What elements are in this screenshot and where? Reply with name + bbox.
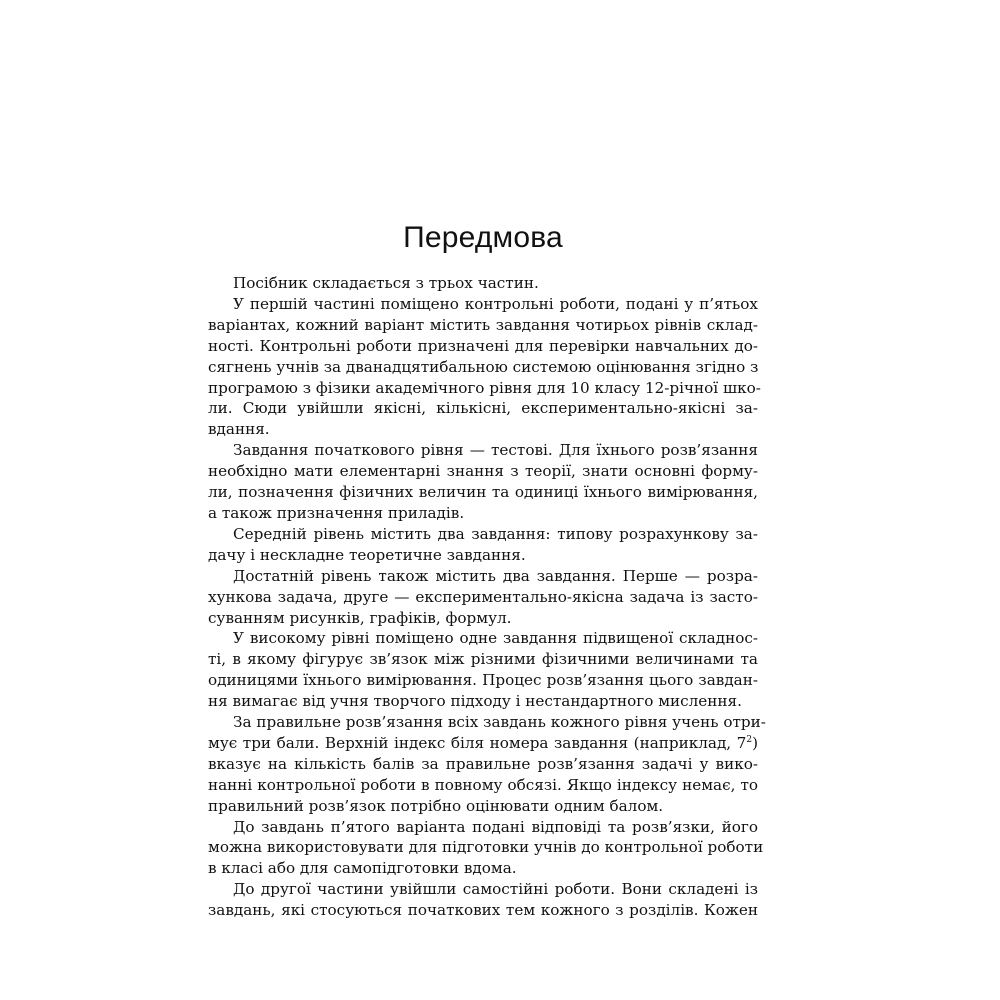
text-line: програмою з фізики академічного рівня для 10 класу 12-річної шко- <box>208 378 761 397</box>
paragraph <box>208 440 758 524</box>
text-line: У першій частині поміщено контрольні роботи, подані у п’ятьох <box>233 294 758 313</box>
paragraph <box>208 566 758 629</box>
text-line: необхідно мати елементарні знання з теорії, знати основні форму- <box>208 462 758 481</box>
text-line: За правильне розв’язання всіх завдань кожного рівня учень отри- <box>233 713 766 732</box>
paragraph <box>208 817 764 880</box>
text-line: одиницями їхнього вимірювання. Процес розв’язання цього завдан- <box>208 671 758 690</box>
paragraph <box>208 294 761 440</box>
paragraph <box>208 879 758 921</box>
text-line: Середній рівень містить два завдання: типову розрахункову за- <box>233 524 758 543</box>
body-text <box>208 273 766 921</box>
text-line: Достатній рівень також містить два завдання. Перше — розра- <box>233 566 758 585</box>
text-line: У високому рівні поміщено одне завдання підвищеної складнос- <box>233 629 758 648</box>
text-line: в класі або для самопідготовки вдома. <box>208 859 517 878</box>
text-line: ті, в якому фігурує зв’язок між різними фізичними величинами та <box>208 650 758 669</box>
text-line: ня вимагає від учня творчого підходу і нестандартного мислення. <box>208 692 742 711</box>
text-line: ності. Контрольні роботи призначені для перевірки навчальних до- <box>208 336 758 355</box>
paragraph <box>208 712 766 817</box>
text-line: дачу і нескладне теоретичне завдання. <box>208 545 526 564</box>
text-line: можна використовувати для підготовки учнів до контрольної роботи <box>208 838 764 857</box>
paragraph <box>208 273 758 294</box>
text-line: нанні контрольної роботи в повному обсязі. Якщо індексу немає, то <box>208 775 758 794</box>
text-fragment: мує три бали. Верхній індекс біля номера завдання (наприклад, 7 <box>208 733 747 752</box>
text-line: вдання. <box>208 420 270 439</box>
text-line: варіантах, кожний варіант містить завдання чотирьох рівнів склад- <box>208 315 758 334</box>
text-line: Посібник складається з трьох частин. <box>233 274 539 292</box>
page <box>208 218 766 921</box>
text-line: До завдань п’ятого варіанта подані відповіді та розв’язки, його <box>233 817 758 836</box>
text-line: правильний розв’язок потрібно оцінювати одним балом. <box>208 796 664 815</box>
paragraph <box>208 524 758 566</box>
paragraph <box>208 628 758 712</box>
page-title: Передмова <box>403 221 563 254</box>
text-line: завдань, які стосуються початкових тем кожного з розділів. Кожен <box>208 901 758 920</box>
text-line: ли. Сюди увійшли якісні, кількісні, експериментально-якісні за- <box>208 399 758 418</box>
text-line: До другої частини увійшли самостійні роботи. Вони складені із <box>233 880 758 899</box>
text-line: хункова задача, друге — експериментально-якісна задача із засто- <box>208 587 758 606</box>
text-line: ли, позначення фізичних величин та одиниці їхнього вимірювання, <box>208 483 758 502</box>
text-line: а також призначення приладів. <box>208 503 465 522</box>
text-line: сягнень учнів за дванадцятибальною системою оцінювання згідно з <box>208 357 759 376</box>
text-fragment: ) <box>752 733 758 752</box>
text-line-with-superscript <box>208 733 758 754</box>
text-line: суванням рисунків, графіків, формул. <box>208 608 512 627</box>
text-line: Завдання початкового рівня — тестові. Для їхнього розв’язання <box>233 441 758 460</box>
superscript-index: 2 <box>746 734 753 745</box>
text-line: вказує на кількість балів за правильне розв’язання задачі у вико- <box>208 754 758 773</box>
